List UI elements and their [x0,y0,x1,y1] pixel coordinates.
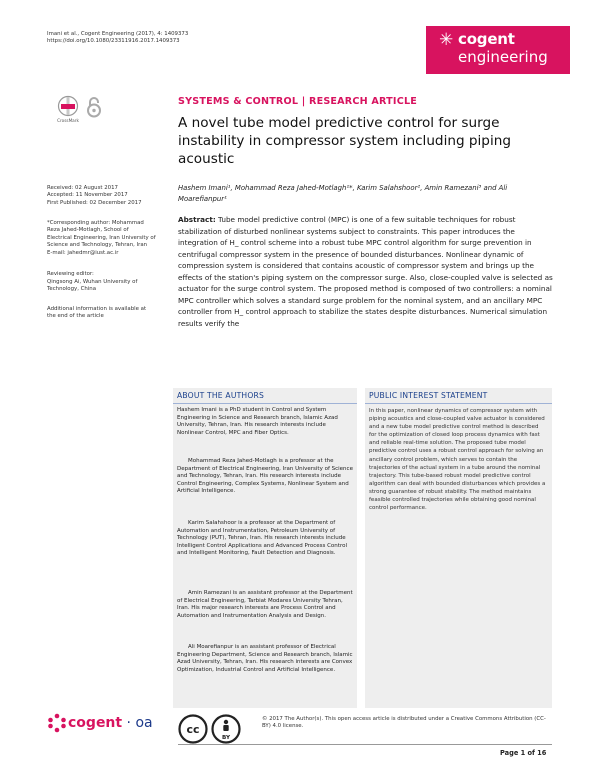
abstract-text: Tube model predictive control (MPC) is one of a few suitable techniques for robust stabilization of disturbed nonlinear systems subject to constraints. This paper introduces the integration of H_ control scheme into a robust tube MPC control algorithm for surge prevention in centrifugal compressor system in the presence of bounded disturbances. Nonlinear dynamic of compression system is considered that contains acoustic of compressor system and brings up the effects of the station's piping system on the compressor surge. Also, close-coupled valve is selected as actuator for the surge control system. The proposed method is composed of two controllers: a nominal MPC controller which solves a standard surge problem for the nominal system, and an ancillary MPC controller from H_ control approach to stabilize the states despite disturbances. Numerical simulation results verify the [178,215,553,328]
author-bio [177,458,354,496]
corresponding-author [47,220,165,257]
cogent-oa-wordmark [68,715,153,731]
author-bio-text: Hashem Imani is a PhD student in Control and System Engineering in Science and Research branch, Islamic Azad University, Tehran, Iran. His research interests include Nonlinear Control, MPC and Fiber Optics. [177,407,338,436]
about-heading-divider [173,403,357,404]
corr-line: *Corresponding author: Mohammad [47,220,144,226]
corr-line: Electrical Engineering, Iran University of [47,234,156,241]
citation-block [47,31,188,46]
author-bio [177,644,354,674]
author-bio [177,590,354,620]
author-bio-text: Karim Salahshoor is a professor at the Department of Automation and Instrumentation, Petroleum University of Technology (PUT), Tehran, Iran. His research interests include Intelligent Control Applications and Advanced Process Control and Intelligent Monitoring, Fault Detection and Diagnosis. [177,520,347,556]
additional-info-line: Additional information is available at [47,306,147,312]
logo-word-oa: oa [135,715,153,731]
citation-journal: Imani et al., Cogent Engineering (2017), 4: 1409373 [47,31,189,37]
public-interest-divider [365,403,552,404]
logo-word-engineering: engineering [458,48,548,66]
corr-email-link[interactable]: E-mail: jahedmr@iust.ac.ir [47,249,119,256]
accepted-date: Accepted: 11 November 2017 [47,192,128,199]
public-interest-box [365,388,552,708]
about-the-authors-box [173,388,357,708]
logo-word-cogent: cogent [458,30,515,48]
creative-commons-icon[interactable] [178,714,208,744]
received-date: Received: 02 August 2017 [47,185,118,191]
reviewing-editor-line: Qingsong Ai, Wuhan University of [47,279,138,285]
license-statement: © 2017 The Author(s). This open access article is distributed under a Creative Commons Attribution (CC-BY) 4.0 license. [262,716,546,730]
crossmark-icon[interactable] [55,95,81,125]
svg-text:CrossMark: CrossMark [57,118,79,123]
attribution-by-icon[interactable] [211,714,241,744]
reviewing-editor-line: Technology, China [47,286,97,293]
author-bio-text: Mohammad Reza Jahed-Motlagh is a professor at the Department of Electrical Engineering, Iran University of Science and Technology, Tehran, Iran. His research interests include Control Engineering, Complex Systems, Nonlinear System and Artificial Intelligence. [177,458,353,494]
author-bio [177,407,354,437]
additional-info-line: the end of the article [47,313,104,320]
published-date: First Published: 02 December 2017 [47,199,142,206]
article-title: A novel tube model predictive control for surge instability in compressor system including piping acoustic [178,115,511,167]
section-label: SYSTEMS & CONTROL | RESEARCH ARTICLE [178,96,418,107]
citation-doi-link[interactable]: https://doi.org/10.1080/23311916.2017.1409373 [47,38,180,45]
reviewing-editor [47,279,165,294]
publication-dates [47,185,165,207]
by-badge-text: BY [221,735,231,741]
author-bio-text: Amin Ramezani is an assistant professor at the Department of Electrical Engineering, Tarbiat Modares University Tehran, Iran. His major research interests are Process Control and Automation and Instrumentation Analysis and Design. [177,590,353,619]
abstract-label: Abstract: [178,215,216,224]
author-bio-text: Ali Moarefianpur is an assistant professor of Electrical Engineering Department, Science and Research branch, Islamic Azad University, Tehran, Iran. His research interests are Convex Optimization, Industrial Control and Artificial Intelligence. [177,644,353,673]
cogent-engineering-logo [426,26,570,74]
asterisk-logo-icon: ✳ [439,30,454,50]
open-access-lock-icon [86,96,102,118]
abstract [178,214,553,329]
logo-word-dot: · [122,715,136,731]
author-list: Hashem Imani¹, Mohammad Reza Jahed-Motlagh¹*, Karim Salahshoor², Amin Ramezani³ and Ali Moarefianpur¹ [178,184,508,203]
logo-word-cogent: cogent [68,715,123,731]
footer-divider [178,744,552,745]
additional-info-note [47,306,165,321]
public-interest-text: In this paper, nonlinear dynamics of compressor system with piping acoustics and close-coupled valve actuator is considered and a new tube model predictive control method is described for the optimization of closed loop process dynamics with fast and reliable real-time solution. The proposed tube model predictive control uses a robust control approach for solving an ancillary control problem, which serves to contain the trajectories of the actual system in a tube around the nominal trajectory. This tube-based robust model predictive control algorithm can deal with bounded disturbances which provides a strong guarantee of robust stability. The method maintains feasible controlled trajectories while obtaining good nominal control performance. [369,408,546,512]
about-the-authors-heading: ABOUT THE AUTHORS [177,391,264,400]
cc-badge-text: cc [186,723,200,736]
author-bio [177,520,354,558]
asterisk-logo-icon [48,712,66,734]
corr-line: Reza Jahed-Motlagh, School of [47,227,129,234]
reviewing-editor-label: Reviewing editor: [47,271,94,277]
page-number: Page 1 of 16 [500,749,547,757]
corr-line: Science and Technology, Tehran, Iran [47,242,148,249]
public-interest-heading: PUBLIC INTEREST STATEMENT [369,391,488,400]
